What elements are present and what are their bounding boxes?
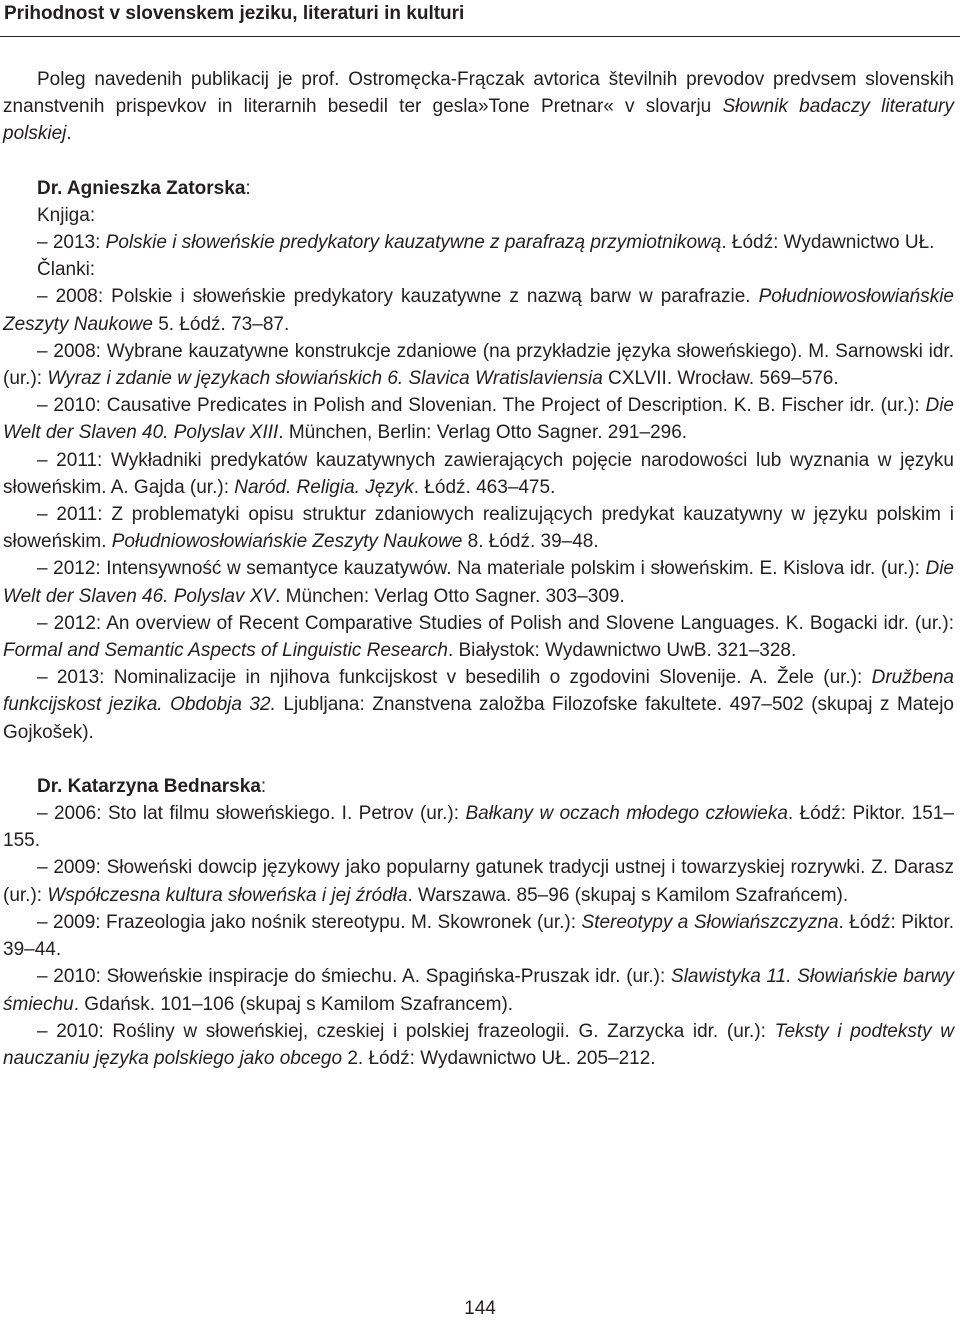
text-run: – 2006: Sto lat filmu słoweńskiego. I. Petrov (ur.): xyxy=(37,803,466,825)
author-heading xyxy=(3,773,954,800)
text-run: . xyxy=(66,123,72,145)
text-run: – 2009: Frazeologia jako nośnik stereotypu. M. Skowronek (ur.): xyxy=(37,911,582,933)
bibliography-entry xyxy=(3,800,954,854)
italic-title: Stereotypy a Słowiańszczyzna xyxy=(581,911,839,933)
text-run: CXLVII. Wrocław. 569–576. xyxy=(602,368,839,390)
italic-title: Słownik badaczy literatury polskiej xyxy=(3,96,954,145)
italic-title: Południowosłowiańskie Zeszyty Naukowe xyxy=(111,531,463,553)
running-header: Prihodnost v slovenskem jeziku, literaturi in kulturi xyxy=(4,3,465,24)
bibliography-entry xyxy=(3,963,954,1017)
text-run: – 2009: Słoweński dowcip językowy jako popularny gatunek tradycji ustnej i towarzyskiej rozrywki. Z. Darasz (ur.): xyxy=(3,857,954,906)
page-number: 144 xyxy=(464,1298,496,1319)
text-run: . Łódź. 463–475. xyxy=(413,476,556,498)
intro-paragraph xyxy=(3,66,954,148)
author-colon: : xyxy=(245,177,251,199)
author-name: Agnieszka Zatorska xyxy=(66,177,246,199)
italic-title: Die Welt der Slaven 40. Polyslav XIII xyxy=(3,395,954,444)
text-run: . Gdańsk. 101–106 (skupaj s Kamilom Szafrancem). xyxy=(73,993,514,1015)
bibliography-entry xyxy=(3,501,954,555)
bibliography-entry xyxy=(3,664,954,746)
author-colon: : xyxy=(260,775,267,797)
text-run: – 2010: Causative Predicates in Polish and Slovenian. The Project of Description. K. B. Fischer idr. (ur.): xyxy=(37,395,926,417)
italic-title: Slawistyka 11. Słowiańskie barwy śmiechu xyxy=(3,966,954,1015)
bibliography xyxy=(3,175,954,1073)
text-run: . Warszawa. 85–96 (skupaj s Kamilom Szafrańcem). xyxy=(407,884,849,906)
bibliography-entry xyxy=(3,338,954,392)
text-run: 5. Łódź. 73–87. xyxy=(152,313,290,335)
bibliography-entry xyxy=(3,555,954,609)
header-rule xyxy=(0,36,960,37)
italic-title: Družbena funkcijskost jezika. Obdobja 32. xyxy=(3,667,954,716)
italic-title: Wyraz i zdanie w językach słowiańskich 6. Slavica Wratislaviensia xyxy=(47,368,603,390)
text-run: – 2010: Słoweńskie inspiracje do śmiechu. A. Spagińska-Pruszak idr. (ur.): xyxy=(37,966,672,988)
author-name: Katarzyna Bednarska xyxy=(67,775,261,797)
text-run: . Łódź: Piktor. 39–44. xyxy=(3,911,955,961)
text-run: – 2011: Z problematyki opisu struktur zdaniowych realizujących predykat kauzatywny w języku polskim i słoweńskim. xyxy=(3,504,954,553)
bibliography-entry xyxy=(3,909,954,963)
section-label: Članki: xyxy=(37,259,96,281)
italic-title: Naród. Religia. Język xyxy=(234,476,414,498)
italic-title: Polskie i słoweńskie predykatory kauzatywne z parafrazą przymiotnikową xyxy=(105,232,722,254)
bibliography-entry xyxy=(3,447,954,501)
text-run: – 2013: xyxy=(37,232,106,254)
bibliography-entry xyxy=(3,854,954,908)
italic-title: Formal and Semantic Aspects of Linguistic Research xyxy=(3,640,448,662)
text-run: . München, Berlin: Verlag Otto Sagner. 291–296. xyxy=(278,422,688,444)
author-heading xyxy=(3,175,954,202)
bibliography-entry xyxy=(3,229,954,256)
text-run: 2. Łódź: Wydawnictwo UŁ. 205–212. xyxy=(342,1047,656,1069)
section-gap xyxy=(3,746,954,773)
text-run: – 2008: Wybrane kauzatywne konstrukcje zdaniowe (na przykładzie języka słoweńskiego). M. Sarnowski idr. (ur.): xyxy=(3,340,954,390)
bibliography-entry xyxy=(3,610,954,664)
text-run: 8. Łódź. 39–48. xyxy=(462,531,599,553)
text-run: . Łódź: Piktor. 151–155. xyxy=(3,803,954,852)
bibliography-entry xyxy=(3,283,954,337)
text-run: . Białystok: Wydawnictwo UwB. 321–328. xyxy=(447,640,797,662)
text-run: – 2011: Wykładniki predykatów kauzatywnych zawierających pojęcie narodowości lub wyznania w języku słoweńskim. A. Gajda (ur.): xyxy=(3,449,954,498)
author-title: Dr. xyxy=(37,775,68,797)
italic-title: Bałkany w oczach młodego człowieka xyxy=(465,803,788,825)
text-run: – 2013: Nominalizacije in njihova funkcijskost v besedilih o zgodovini Slovenije. A. Žele (ur.): xyxy=(37,667,872,689)
author-title: Dr. xyxy=(37,177,67,199)
text-run: Poleg navedenih publikacij je prof. Ostromęcka-Frączak avtorica številnih prevodov predvsem slovenskih znanstvenih prispevkov in literarnih besedil ter gesla»Tone Pretnar« v slovarju xyxy=(3,69,954,118)
italic-title: Die Welt der Slaven 46. Polyslav XV xyxy=(3,558,954,607)
text-run: – 2012: Intensywność w semantyce kauzatywów. Na materiale polskim i słoweńskim. E. Kislova idr. (ur.): xyxy=(37,558,926,580)
page-body xyxy=(3,66,954,1072)
text-run: . Łódź: Wydawnictwo UŁ. xyxy=(721,232,935,254)
text-run: . München: Verlag Otto Sagner. 303–309. xyxy=(275,585,625,607)
bibliography-entry xyxy=(3,1018,954,1072)
italic-title: Teksty i podteksty w nauczaniu języka polskiego jako obcego xyxy=(3,1020,954,1069)
text-run: – 2012: An overview of Recent Comparative Studies of Polish and Slovene Languages. K. Bogacki idr. (ur.): xyxy=(37,612,954,634)
bibliography-entry xyxy=(3,392,954,446)
italic-title: Współczesna kultura słoweńska i jej źródła xyxy=(47,884,408,906)
italic-title: Południowosłowiańskie Zeszyty Naukowe xyxy=(3,286,954,335)
text-run: Ljubljana: Znanstvena založba Filozofske fakultete. 497–502 (skupaj z Matejo Gojkošek). xyxy=(3,694,954,743)
section-label: Knjiga: xyxy=(37,204,96,226)
text-run: – 2008: Polskie i słoweńskie predykatory kauzatywne z nazwą barw w parafrazie. xyxy=(37,286,759,308)
text-run: – 2010: Rośliny w słoweńskiej, czeskiej i polskiej frazeologii. G. Zarzycka idr. (ur.): xyxy=(37,1020,775,1042)
